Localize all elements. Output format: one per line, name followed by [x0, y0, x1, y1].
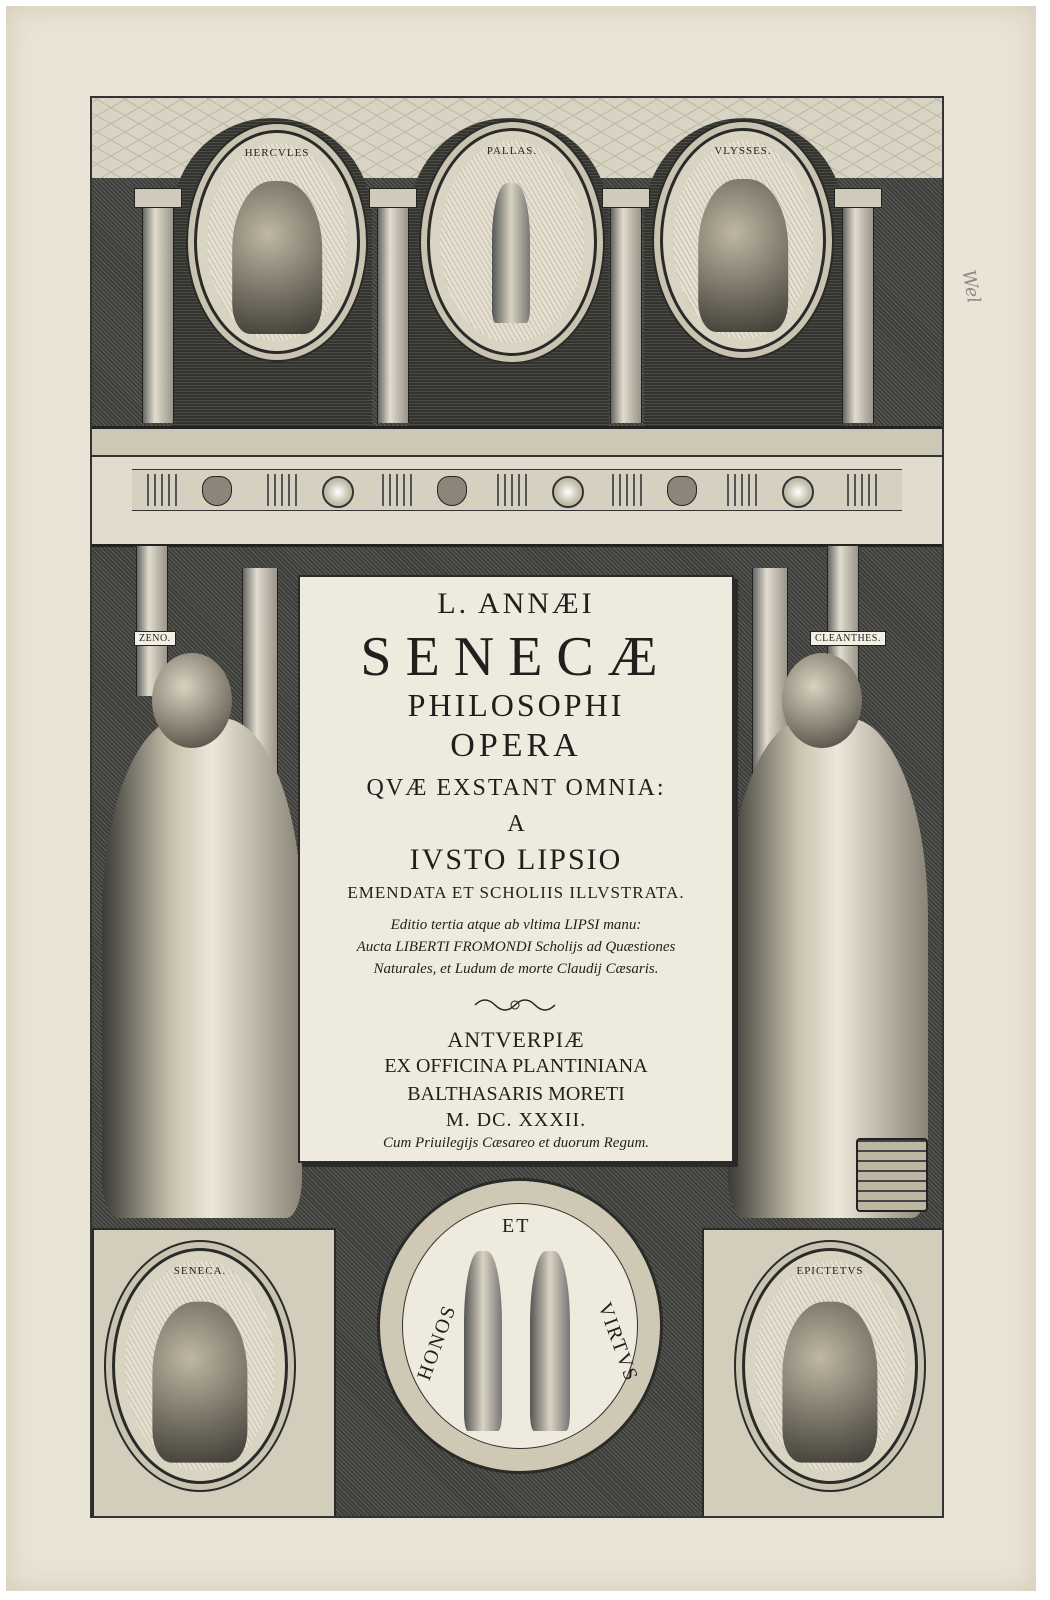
- column-capital: [834, 188, 882, 208]
- medallion-ulysses: [660, 128, 826, 352]
- hercules-portrait: [232, 181, 322, 334]
- honos-virtus-cartouche: [377, 1178, 663, 1474]
- motto-et: ET: [502, 1215, 531, 1237]
- imprint-officina: EX OFFICINA PLANTINIANA: [384, 1055, 648, 1077]
- title-a: A: [507, 811, 525, 837]
- imprint-date: M. DC. XXXII.: [445, 1109, 587, 1131]
- virtus-figure: [530, 1251, 570, 1431]
- title-quae-exstant: QVÆ EXSTANT OMNIA:: [366, 775, 666, 801]
- printer-ornament: [470, 995, 560, 1015]
- frieze: [132, 469, 902, 511]
- cleanthes-name-tag: CLEANTHES.: [810, 631, 886, 646]
- medallion-epictetus: [742, 1248, 918, 1484]
- pallas-figure: [492, 183, 530, 323]
- rosette-ornament: [552, 476, 584, 508]
- upper-column: [142, 198, 174, 423]
- medallion-label: EPICTETVS: [796, 1265, 864, 1277]
- ox-skull-ornament: [437, 476, 467, 506]
- water-bucket: [856, 1138, 928, 1212]
- title-author-name: SENECÆ: [360, 626, 672, 688]
- column-capital: [134, 188, 182, 208]
- cleanthes-head: [782, 653, 862, 748]
- medallion-seneca: [112, 1248, 288, 1484]
- medallion-label: VLYSSES.: [714, 145, 772, 157]
- imprint-privilege: Cum Priuilegijs Cæsareo et duorum Regum.: [382, 1135, 650, 1151]
- ox-skull-ornament: [202, 476, 232, 506]
- epictetus-portrait: [782, 1302, 877, 1463]
- cornice: [92, 429, 942, 457]
- title-opera: OPERA: [450, 727, 582, 764]
- title-author-prefix: L. ANNÆI: [437, 587, 595, 620]
- triglyph: [722, 474, 758, 506]
- motto-honos: HONOS: [413, 1301, 461, 1384]
- title-edition-note: Aucta LIBERTI FROMONDI Scholijs ad Quæstiones: [356, 939, 676, 955]
- paper-sheet: [6, 6, 1036, 1591]
- rosette-ornament: [782, 476, 814, 508]
- upper-column: [610, 198, 642, 423]
- title-edition-note: Naturales, et Ludum de morte Claudij Cæsaris.: [373, 961, 659, 977]
- rosette-ornament: [322, 476, 354, 508]
- zeno-name-tag: ZENO.: [134, 631, 176, 646]
- triglyph: [842, 474, 878, 506]
- medallion-label: SENECA.: [173, 1265, 227, 1277]
- seneca-portrait: [152, 1302, 247, 1463]
- triglyph: [262, 474, 298, 506]
- medallion-pallas: [427, 128, 597, 356]
- zeno-head: [152, 653, 232, 748]
- honos-figure: [464, 1251, 502, 1431]
- ulysses-portrait: [698, 179, 788, 332]
- column-capital: [602, 188, 650, 208]
- triglyph: [607, 474, 643, 506]
- title-editor: IVSTO LIPSIO: [409, 843, 623, 876]
- imprint-printer: BALTHASARIS MORETI: [407, 1083, 625, 1105]
- medallion-hercules: [194, 130, 360, 354]
- motto-virtus: VIRTVS: [593, 1299, 643, 1386]
- imprint-place: ANTVERPIÆ: [447, 1027, 585, 1052]
- medallion-label: PALLAS.: [486, 145, 538, 157]
- ox-skull-ornament: [667, 476, 697, 506]
- title-philosophi: PHILOSOPHI: [407, 687, 625, 723]
- title-panel: [298, 575, 734, 1163]
- upper-column: [842, 198, 874, 423]
- engraved-frontispiece: [90, 96, 944, 1518]
- medallion-label: HERCVLES: [244, 147, 310, 159]
- zeno-figure: [102, 718, 302, 1218]
- column-capital: [369, 188, 417, 208]
- title-emendata: EMENDATA ET SCHOLIIS ILLVSTRATA.: [347, 883, 685, 902]
- triglyph: [142, 474, 178, 506]
- entablature: [92, 426, 942, 547]
- triglyph: [492, 474, 528, 506]
- upper-column: [377, 198, 409, 423]
- title-edition-note: Editio tertia atque ab vltima LIPSI manu:: [390, 917, 642, 933]
- pencil-margin-note: Wel: [957, 268, 984, 305]
- triglyph: [377, 474, 413, 506]
